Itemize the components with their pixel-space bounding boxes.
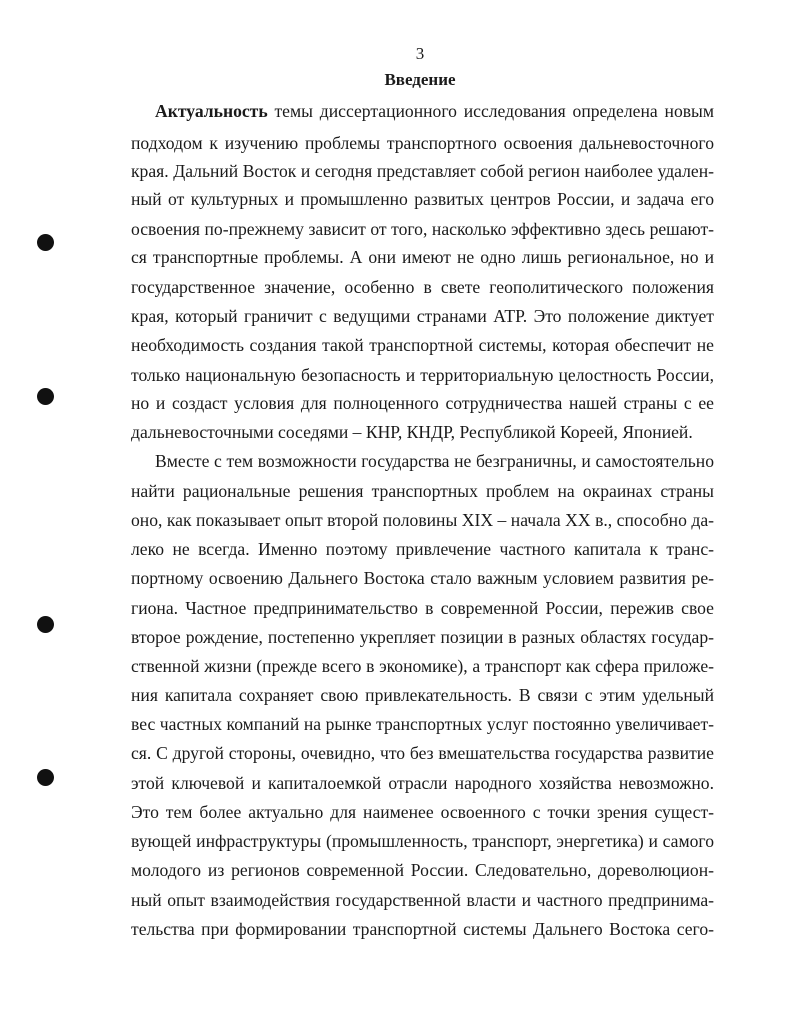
text-line: края, который граничит с ведущими странами АТР. Это положение диктует bbox=[131, 306, 714, 326]
text-line: ственной жизни (прежде всего в экономике), а транспорт как сфера приложе- bbox=[131, 656, 714, 676]
binder-hole bbox=[37, 616, 54, 633]
binder-hole bbox=[37, 769, 54, 786]
text-line: подходом к изучению проблемы транспортного освоения дальневосточного bbox=[131, 133, 714, 153]
text-line: тельства при формировании транспортной системы Дальнего Востока сего- bbox=[131, 919, 714, 939]
page-number: 3 bbox=[415, 44, 425, 63]
binder-hole bbox=[37, 388, 54, 405]
text-line: оно, как показывает опыт второй половины XIX – начала XX в., способно да- bbox=[131, 510, 714, 530]
text-line: но и создаст условия для полноценного сотрудничества нашей страны с ее bbox=[131, 393, 714, 413]
text-line: только национальную безопасность и территориальную целостность России, bbox=[131, 365, 714, 385]
text-line: ся. С другой стороны, очевидно, что без вмешательства государства развитие bbox=[131, 743, 714, 763]
page-heading: Введение bbox=[384, 70, 456, 89]
text-line: молодого из регионов современной России. Следовательно, дореволюцион- bbox=[131, 860, 714, 880]
text-line: леко не всегда. Именно поэтому привлечение частного капитала к транс- bbox=[131, 539, 714, 559]
text-line: найти рациональные решения транспортных проблем на окраинах страны bbox=[131, 481, 714, 501]
text-line: вес частных компаний на рынке транспортных услуг постоянно увеличивает- bbox=[131, 714, 714, 734]
text-line: необходимость создания такой транспортной системы, которая обеспечит не bbox=[131, 335, 714, 355]
binder-hole bbox=[37, 234, 54, 251]
text-line: освоения по-прежнему зависит от того, насколько эффективно здесь решают- bbox=[131, 219, 714, 239]
text-line: края. Дальний Восток и сегодня представляет собой регион наиболее удален- bbox=[131, 161, 714, 181]
lead-word: Актуальность bbox=[155, 101, 268, 121]
text-line: гиона. Частное предпринимательство в современной России, пережив свое bbox=[131, 598, 714, 618]
text-line: ся транспортные проблемы. А они имеют не одно лишь региональное, но и bbox=[131, 247, 714, 267]
text-line: портному освоению Дальнего Востока стало важным условием развития ре- bbox=[131, 568, 714, 588]
text-line: государственное значение, особенно в свете геополитического положения bbox=[131, 277, 714, 297]
text-line: Вместе с тем возможности государства не безграничны, и самостоятельно bbox=[155, 451, 714, 471]
text-line: Это тем более актуально для наименее освоенного с точки зрения сущест- bbox=[131, 802, 714, 822]
text-line: Актуальность темы диссертационного исследования определена новым bbox=[155, 101, 714, 121]
text-line: ния капитала сохраняет свою привлекательность. В связи с этим удельный bbox=[131, 685, 714, 705]
text-line: ный опыт взаимодействия государственной власти и частного предпринима- bbox=[131, 890, 714, 910]
text-line: дальневосточными соседями – КНР, КНДР, Республикой Кореей, Японией. bbox=[131, 422, 693, 442]
text-line: этой ключевой и капиталоемкой отрасли народного хозяйства невозможно. bbox=[131, 773, 714, 793]
text-line: вующей инфраструктуры (промышленность, транспорт, энергетика) и самого bbox=[131, 831, 714, 851]
text-line: второе рождение, постепенно укрепляет позиции в разных областях государ- bbox=[131, 627, 714, 647]
text-line: ный от культурных и промышленно развитых центров России, и задача его bbox=[131, 189, 714, 209]
